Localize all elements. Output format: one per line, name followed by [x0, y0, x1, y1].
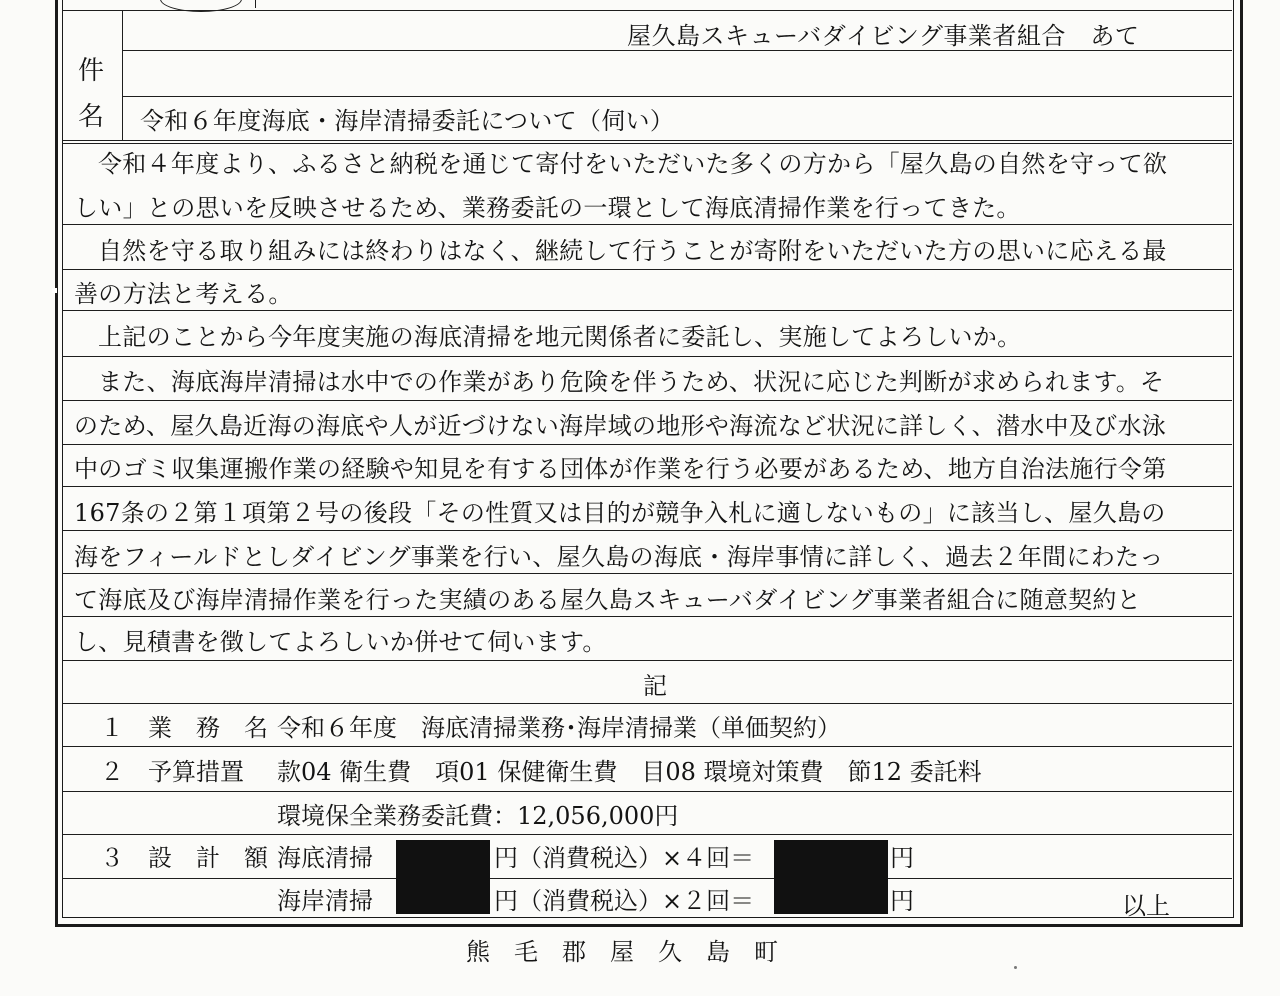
subject-inner-rule-2: [122, 96, 1232, 97]
ki-heading: 記: [643, 672, 667, 700]
body-rule: [62, 444, 1232, 445]
body-text-line: 自然を守る取り組みには終わりはなく、継続して行うことが寄附をいただいた方の思いに応える最: [98, 237, 1167, 265]
redaction-block: [396, 840, 490, 880]
redaction-block: [774, 840, 888, 880]
body-text-line: 167条の２第１項第２号の後段「その性質又は目的が競争入札に適しないもの」に該当し、屋久島の: [74, 499, 1166, 527]
body-text-line: 海をフィールドとしダイビング事業を行い、屋久島の海底・海岸事情に詳しく、過去２年間にわたっ: [74, 543, 1164, 571]
body-rule: [62, 310, 1232, 311]
top-rule: [62, 10, 1232, 11]
subject-bottom-rule-2: [62, 143, 1232, 144]
body-rule: [62, 703, 1232, 704]
body-rule: [62, 616, 1232, 617]
footer-town-name: 熊 毛 郡 屋 久 島 町: [466, 938, 778, 966]
item3-row1-mid: 円（消費税込）×４回＝: [494, 844, 755, 872]
item3-label: 設 計 額: [148, 844, 268, 872]
item1-value: 令和６年度 海底清掃業務･海岸清掃業（単価契約）: [277, 714, 841, 742]
items-rule: [62, 834, 1232, 835]
body-text-line: し、見積書を徴してよろしいか併せて伺います。: [74, 628, 607, 656]
item1-label: 業 務 名: [148, 714, 268, 742]
body-rule: [62, 224, 1232, 225]
item3-number: ３: [100, 844, 124, 872]
redaction-block: [396, 880, 490, 914]
item1-number: １: [100, 714, 124, 742]
subject-label-mei: 名: [78, 102, 105, 132]
body-text-line: しい」との思いを反映させるため、業務委託の一環として海底清掃作業を行ってきた。: [74, 194, 1021, 222]
item2-label: 予算措置: [148, 758, 244, 786]
body-text-line: 中のゴミ収集運搬作業の経験や知見を有する団体が作業を行う必要があるため、地方自治法施行令第: [74, 455, 1167, 483]
item2-number: ２: [100, 758, 124, 786]
body-rule: [62, 530, 1232, 531]
subject-label-column-divider: [122, 10, 123, 140]
top-tick: [255, 0, 256, 8]
body-rule: [62, 486, 1232, 487]
body-text-line: のため、屋久島近海の海底や人が近づけない海岸域の地形や海流など状況に詳しく、潜水中及び水泳: [74, 412, 1167, 440]
subject-inner-rule: [122, 50, 1232, 51]
item3-row1-end: 円: [890, 844, 914, 872]
body-rule: [62, 269, 1232, 270]
body-rule: [62, 660, 1232, 661]
item3-row2-name: 海岸清掃: [277, 887, 373, 915]
items-rule: [62, 878, 1232, 879]
body-text-line: 善の方法と考える。: [74, 280, 293, 308]
items-rule: [62, 746, 1232, 747]
redaction-block: [774, 880, 888, 914]
body-rule: [62, 400, 1232, 401]
closing-ijou: 以上: [1122, 892, 1170, 920]
body-text-line: 令和４年度より、ふるさと納税を通じて寄付をいただいた多くの方から「屋久島の自然を守って欲: [98, 150, 1168, 178]
item2-budget-amount: 環境保全業務委託費：12,056,000円: [277, 802, 679, 830]
item3-row2-end: 円: [890, 887, 914, 915]
subject-label-ken: 件: [78, 56, 105, 86]
item2-value: 款04 衛生費 項01 保健衛生費 目08 環境対策費 節12 委託料: [277, 758, 982, 786]
subject-title: 令和６年度海底・海岸清掃委託について（伺い）: [140, 107, 675, 135]
item3-row1-name: 海底清掃: [277, 844, 373, 872]
scan-speck: [52, 288, 57, 293]
subject-bottom-rule: [62, 140, 1232, 141]
item3-row2-mid: 円（消費税込）×２回＝: [494, 887, 755, 915]
body-rule: [62, 356, 1232, 357]
body-rule: [62, 573, 1232, 574]
items-rule: [62, 791, 1232, 792]
body-text-line: て海底及び海岸清掃作業を行った実績のある屋久島スキューバダイビング事業者組合に随意契約と: [74, 586, 1142, 614]
scan-speck: [1014, 966, 1017, 969]
body-text-line: 上記のことから今年度実施の海底清掃を地元関係者に委託し、実施してよろしいか。: [98, 323, 1022, 351]
addressee: 屋久島スキューバダイビング事業者組合 あて: [627, 22, 1140, 50]
body-text-line: また、海底海岸清掃は水中での作業があり危険を伴うため、状況に応じた判断が求められます。そ: [98, 368, 1165, 396]
